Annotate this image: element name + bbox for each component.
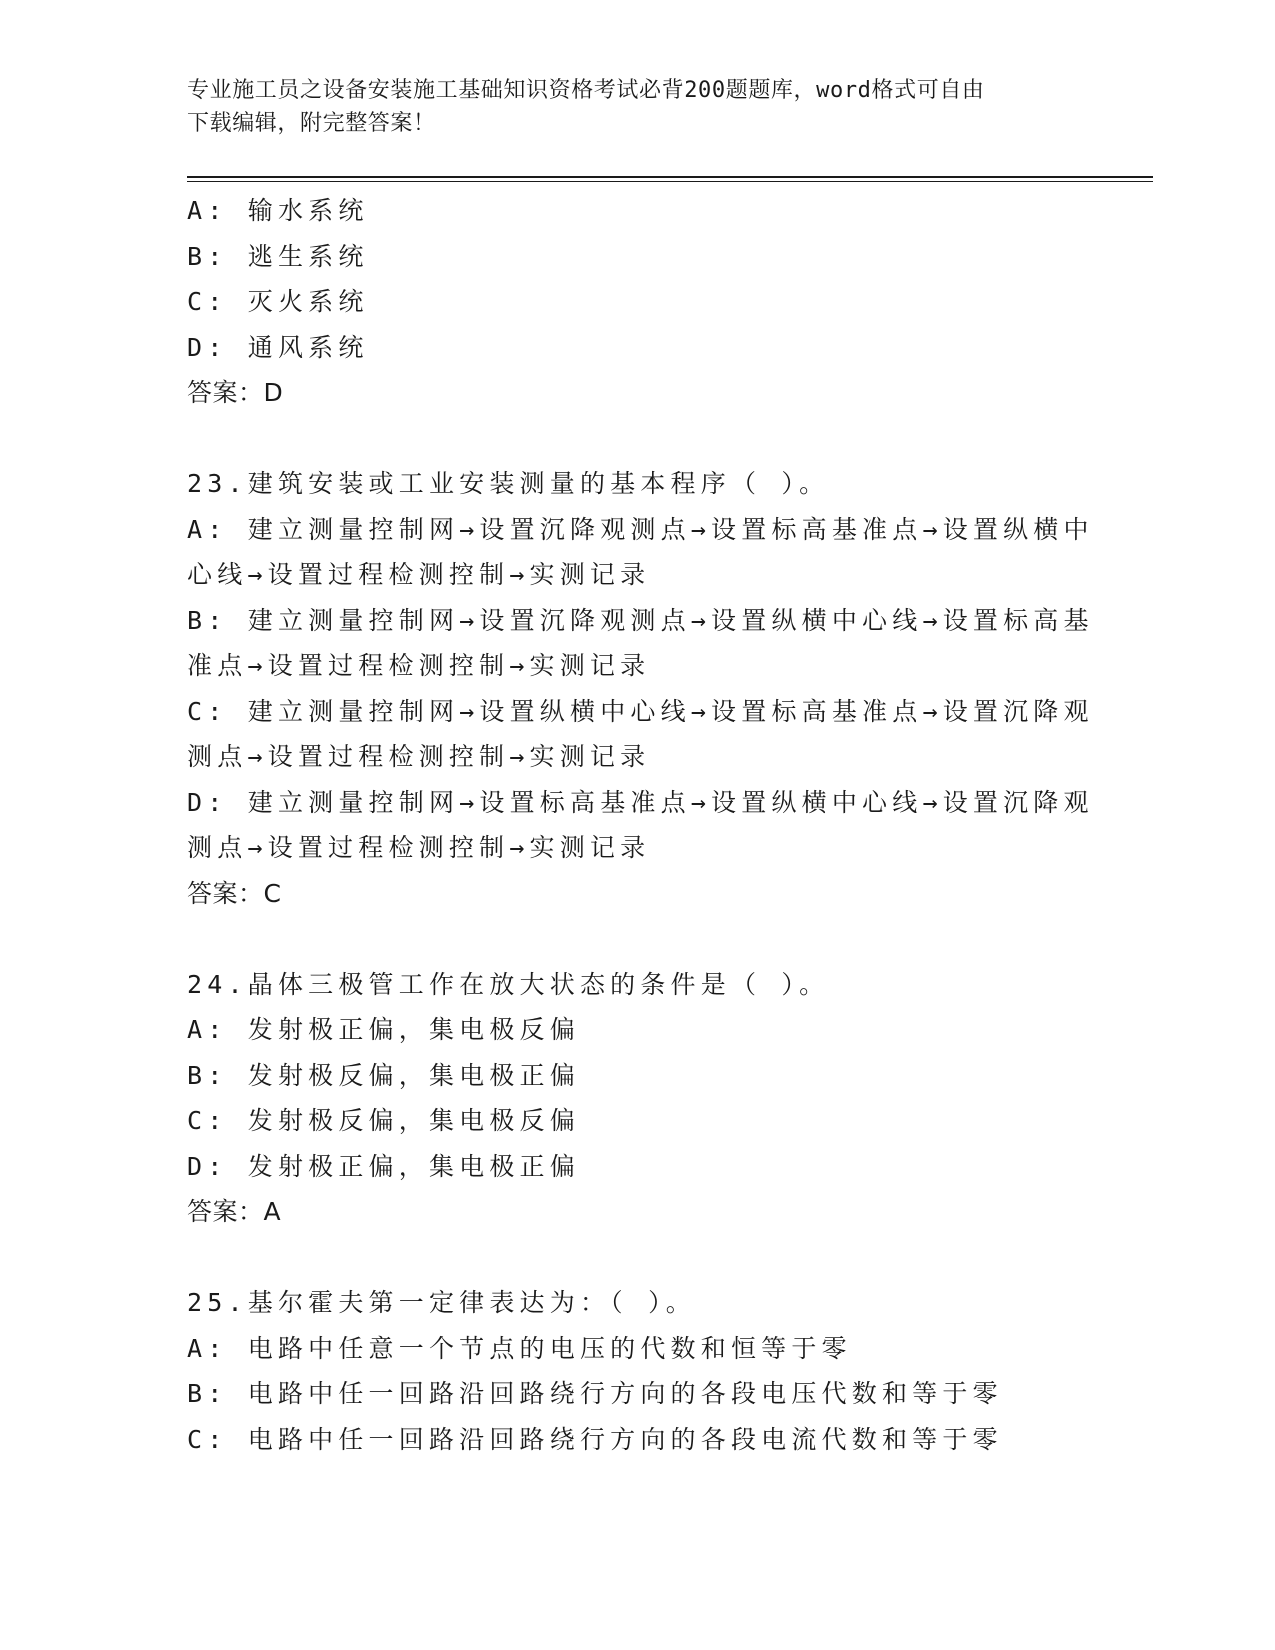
question-list: [187, 188, 1094, 1462]
option-b: B: 逃生系统: [187, 241, 369, 271]
header-divider: [187, 176, 1153, 182]
spacer: [187, 1235, 1087, 1281]
option-a-continued: 心线→设置过程检测控制→实测记录: [187, 560, 651, 589]
option-c: C: 灭火系统: [187, 287, 369, 316]
option-b: B: 发射极反偏，集电极正偏: [187, 1060, 580, 1090]
option-a: A: 建立测量控制网→设置沉降观测点→设置标高基准点→设置纵横中: [187, 514, 1094, 544]
option-c: C: 发射极反偏，集电极反偏: [187, 1106, 580, 1135]
option-d: D: 通风系统: [187, 332, 369, 362]
option-d-continued: 测点→设置过程检测控制→实测记录: [187, 833, 651, 862]
option-a: A: 电路中任意一个节点的电压的代数和恒等于零: [187, 1333, 852, 1363]
option-d: D: 建立测量控制网→设置标高基准点→设置纵横中心线→设置沉降观: [187, 787, 1094, 817]
header-line-1: 专业施工员之设备安装施工基础知识资格考试必背200题题库，word格式可自由: [187, 78, 985, 103]
spacer: [187, 916, 1087, 962]
question-text: 25.基尔霍夫第一定律表达为：（ ）。: [187, 1288, 697, 1317]
question-25: [187, 1280, 1087, 1462]
header-line-2: 下载编辑，附完整答案！: [187, 111, 436, 136]
spacer: [187, 416, 1087, 462]
answer-line: 答案：D: [187, 378, 284, 407]
option-b-continued: 准点→设置过程检测控制→实测记录: [187, 651, 651, 680]
option-b: B: 电路中任一回路沿回路绕行方向的各段电压代数和等于零: [187, 1379, 1003, 1408]
option-c: C: 建立测量控制网→设置纵横中心线→设置标高基准点→设置沉降观: [187, 696, 1094, 726]
question-24: [187, 962, 1087, 1235]
question-text: 23.建筑安装或工业安装测量的基本程序（ ）。: [187, 469, 830, 498]
answer-line: 答案：A: [187, 1197, 282, 1226]
option-c: C: 电路中任一回路沿回路绕行方向的各段电流代数和等于零: [187, 1424, 1003, 1454]
option-c-continued: 测点→设置过程检测控制→实测记录: [187, 742, 651, 771]
option-d: D: 发射极正偏，集电极正偏: [187, 1151, 580, 1181]
answer-line: 答案：C: [187, 878, 282, 908]
option-a: A: 输水系统: [187, 196, 369, 225]
document-header: [187, 74, 1067, 140]
option-a: A: 发射极正偏，集电极反偏: [187, 1015, 580, 1044]
option-b: B: 建立测量控制网→设置沉降观测点→设置纵横中心线→设置标高基: [187, 605, 1094, 635]
question-22-fragment: [187, 188, 1087, 416]
question-text: 24.晶体三极管工作在放大状态的条件是（ ）。: [187, 969, 830, 999]
question-23: [187, 461, 1094, 916]
